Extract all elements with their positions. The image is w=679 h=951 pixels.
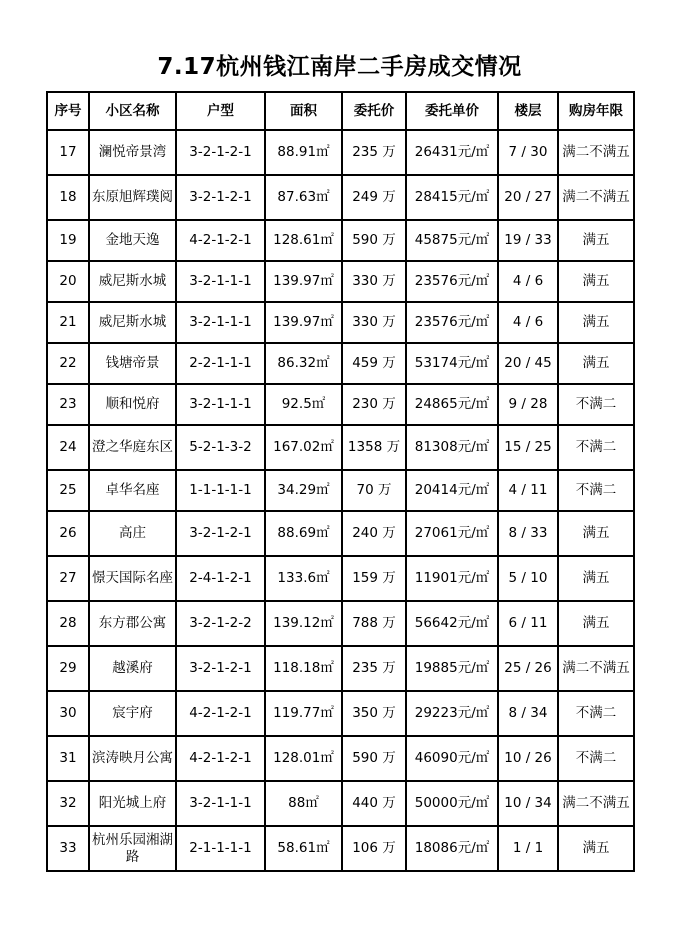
cell-price: 235 万 bbox=[342, 130, 406, 175]
table-row bbox=[47, 736, 634, 781]
cell-price: 240 万 bbox=[342, 511, 406, 556]
cell-index: 33 bbox=[47, 826, 89, 871]
header-layout: 户型 bbox=[176, 92, 265, 130]
cell-price: 159 万 bbox=[342, 556, 406, 601]
cell-price: 235 万 bbox=[342, 646, 406, 691]
cell-index: 30 bbox=[47, 691, 89, 736]
cell-layout: 3-2-1-2-1 bbox=[176, 175, 265, 220]
cell-area: 133.6㎡ bbox=[265, 556, 342, 601]
cell-layout: 3-2-1-2-2 bbox=[176, 601, 265, 646]
cell-area: 88.69㎡ bbox=[265, 511, 342, 556]
cell-index: 29 bbox=[47, 646, 89, 691]
cell-layout: 2-4-1-2-1 bbox=[176, 556, 265, 601]
cell-area: 139.97㎡ bbox=[265, 302, 342, 343]
cell-index: 24 bbox=[47, 425, 89, 470]
cell-community: 威尼斯水城 bbox=[89, 261, 176, 302]
header-row bbox=[47, 92, 634, 130]
cell-area: 58.61㎡ bbox=[265, 826, 342, 871]
cell-area: 167.02㎡ bbox=[265, 425, 342, 470]
cell-index: 20 bbox=[47, 261, 89, 302]
cell-floor: 4 / 6 bbox=[498, 261, 558, 302]
cell-community: 东方郡公寓 bbox=[89, 601, 176, 646]
cell-area: 88㎡ bbox=[265, 781, 342, 826]
cell-index: 17 bbox=[47, 130, 89, 175]
cell-layout: 1-1-1-1-1 bbox=[176, 470, 265, 511]
cell-ownership-years: 满二不满五 bbox=[558, 781, 634, 826]
table-row bbox=[47, 826, 634, 871]
cell-layout: 3-2-1-2-1 bbox=[176, 511, 265, 556]
cell-layout: 4-2-1-2-1 bbox=[176, 691, 265, 736]
cell-area: 34.29㎡ bbox=[265, 470, 342, 511]
cell-price: 440 万 bbox=[342, 781, 406, 826]
cell-community: 阳光城上府 bbox=[89, 781, 176, 826]
cell-unit-price: 23576元/㎡ bbox=[406, 261, 498, 302]
cell-area: 92.5㎡ bbox=[265, 384, 342, 425]
cell-price: 106 万 bbox=[342, 826, 406, 871]
cell-layout: 3-2-1-1-1 bbox=[176, 302, 265, 343]
cell-price: 459 万 bbox=[342, 343, 406, 384]
table-row bbox=[47, 343, 634, 384]
cell-layout: 3-2-1-1-1 bbox=[176, 261, 265, 302]
cell-area: 119.77㎡ bbox=[265, 691, 342, 736]
cell-community: 越溪府 bbox=[89, 646, 176, 691]
table-row bbox=[47, 556, 634, 601]
cell-ownership-years: 满五 bbox=[558, 220, 634, 261]
cell-unit-price: 27061元/㎡ bbox=[406, 511, 498, 556]
cell-ownership-years: 不满二 bbox=[558, 384, 634, 425]
cell-ownership-years: 不满二 bbox=[558, 691, 634, 736]
cell-ownership-years: 满二不满五 bbox=[558, 175, 634, 220]
table-row bbox=[47, 781, 634, 826]
cell-community: 顺和悦府 bbox=[89, 384, 176, 425]
cell-community: 东原旭辉璞阅 bbox=[89, 175, 176, 220]
cell-community: 威尼斯水城 bbox=[89, 302, 176, 343]
cell-index: 31 bbox=[47, 736, 89, 781]
cell-index: 21 bbox=[47, 302, 89, 343]
cell-community: 卓华名座 bbox=[89, 470, 176, 511]
table-row bbox=[47, 646, 634, 691]
header-unit-price: 委托单价 bbox=[406, 92, 498, 130]
cell-unit-price: 29223元/㎡ bbox=[406, 691, 498, 736]
cell-community: 高庄 bbox=[89, 511, 176, 556]
cell-community: 滨涛映月公寓 bbox=[89, 736, 176, 781]
cell-unit-price: 45875元/㎡ bbox=[406, 220, 498, 261]
cell-area: 88.91㎡ bbox=[265, 130, 342, 175]
cell-area: 128.61㎡ bbox=[265, 220, 342, 261]
cell-layout: 3-2-1-1-1 bbox=[176, 384, 265, 425]
header-floor: 楼层 bbox=[498, 92, 558, 130]
cell-ownership-years: 满五 bbox=[558, 511, 634, 556]
cell-unit-price: 11901元/㎡ bbox=[406, 556, 498, 601]
cell-ownership-years: 不满二 bbox=[558, 470, 634, 511]
cell-community: 金地天逸 bbox=[89, 220, 176, 261]
header-price: 委托价 bbox=[342, 92, 406, 130]
cell-floor: 6 / 11 bbox=[498, 601, 558, 646]
cell-price: 330 万 bbox=[342, 302, 406, 343]
cell-floor: 10 / 34 bbox=[498, 781, 558, 826]
cell-layout: 3-2-1-2-1 bbox=[176, 646, 265, 691]
table-row bbox=[47, 130, 634, 175]
cell-floor: 19 / 33 bbox=[498, 220, 558, 261]
cell-price: 590 万 bbox=[342, 220, 406, 261]
cell-floor: 8 / 34 bbox=[498, 691, 558, 736]
cell-price: 788 万 bbox=[342, 601, 406, 646]
cell-layout: 3-2-1-1-1 bbox=[176, 781, 265, 826]
cell-area: 118.18㎡ bbox=[265, 646, 342, 691]
cell-unit-price: 56642元/㎡ bbox=[406, 601, 498, 646]
table-row bbox=[47, 302, 634, 343]
table-row bbox=[47, 601, 634, 646]
cell-index: 23 bbox=[47, 384, 89, 425]
cell-price: 70 万 bbox=[342, 470, 406, 511]
cell-ownership-years: 满五 bbox=[558, 826, 634, 871]
cell-index: 19 bbox=[47, 220, 89, 261]
cell-price: 249 万 bbox=[342, 175, 406, 220]
cell-unit-price: 24865元/㎡ bbox=[406, 384, 498, 425]
cell-floor: 20 / 45 bbox=[498, 343, 558, 384]
cell-ownership-years: 不满二 bbox=[558, 736, 634, 781]
cell-index: 32 bbox=[47, 781, 89, 826]
cell-unit-price: 50000元/㎡ bbox=[406, 781, 498, 826]
cell-floor: 10 / 26 bbox=[498, 736, 558, 781]
table-row bbox=[47, 425, 634, 470]
table-row bbox=[47, 511, 634, 556]
cell-floor: 20 / 27 bbox=[498, 175, 558, 220]
table-row bbox=[47, 470, 634, 511]
cell-unit-price: 53174元/㎡ bbox=[406, 343, 498, 384]
header-area: 面积 bbox=[265, 92, 342, 130]
cell-ownership-years: 不满二 bbox=[558, 425, 634, 470]
table-row bbox=[47, 691, 634, 736]
cell-floor: 4 / 11 bbox=[498, 470, 558, 511]
cell-floor: 25 / 26 bbox=[498, 646, 558, 691]
cell-layout: 2-1-1-1-1 bbox=[176, 826, 265, 871]
cell-index: 28 bbox=[47, 601, 89, 646]
cell-community: 澄之华庭东区 bbox=[89, 425, 176, 470]
cell-index: 26 bbox=[47, 511, 89, 556]
cell-ownership-years: 满五 bbox=[558, 302, 634, 343]
cell-floor: 15 / 25 bbox=[498, 425, 558, 470]
cell-floor: 7 / 30 bbox=[498, 130, 558, 175]
cell-floor: 5 / 10 bbox=[498, 556, 558, 601]
cell-ownership-years: 满五 bbox=[558, 601, 634, 646]
cell-price: 350 万 bbox=[342, 691, 406, 736]
header-index: 序号 bbox=[47, 92, 89, 130]
page-title: 7.17杭州钱江南岸二手房成交情况 bbox=[157, 54, 522, 80]
cell-unit-price: 28415元/㎡ bbox=[406, 175, 498, 220]
cell-ownership-years: 满二不满五 bbox=[558, 646, 634, 691]
cell-layout: 5-2-1-3-2 bbox=[176, 425, 265, 470]
cell-unit-price: 81308元/㎡ bbox=[406, 425, 498, 470]
cell-floor: 9 / 28 bbox=[498, 384, 558, 425]
cell-price: 330 万 bbox=[342, 261, 406, 302]
cell-unit-price: 46090元/㎡ bbox=[406, 736, 498, 781]
cell-area: 128.01㎡ bbox=[265, 736, 342, 781]
cell-area: 139.97㎡ bbox=[265, 261, 342, 302]
cell-ownership-years: 满五 bbox=[558, 556, 634, 601]
cell-community: 宸宇府 bbox=[89, 691, 176, 736]
cell-index: 22 bbox=[47, 343, 89, 384]
header-community: 小区名称 bbox=[89, 92, 176, 130]
header-ownership-years: 购房年限 bbox=[558, 92, 634, 130]
cell-unit-price: 23576元/㎡ bbox=[406, 302, 498, 343]
cell-area: 87.63㎡ bbox=[265, 175, 342, 220]
cell-layout: 4-2-1-2-1 bbox=[176, 220, 265, 261]
cell-community: 憬天国际名座 bbox=[89, 556, 176, 601]
cell-community: 杭州乐园湘湖路 bbox=[89, 826, 176, 871]
cell-layout: 2-2-1-1-1 bbox=[176, 343, 265, 384]
cell-area: 86.32㎡ bbox=[265, 343, 342, 384]
cell-index: 18 bbox=[47, 175, 89, 220]
cell-price: 1358 万 bbox=[342, 425, 406, 470]
table-row bbox=[47, 384, 634, 425]
cell-floor: 1 / 1 bbox=[498, 826, 558, 871]
cell-area: 139.12㎡ bbox=[265, 601, 342, 646]
cell-price: 230 万 bbox=[342, 384, 406, 425]
cell-floor: 8 / 33 bbox=[498, 511, 558, 556]
table-row bbox=[47, 175, 634, 220]
cell-price: 590 万 bbox=[342, 736, 406, 781]
deal-table bbox=[46, 91, 635, 872]
cell-unit-price: 18086元/㎡ bbox=[406, 826, 498, 871]
cell-layout: 4-2-1-2-1 bbox=[176, 736, 265, 781]
cell-ownership-years: 满二不满五 bbox=[558, 130, 634, 175]
cell-layout: 3-2-1-2-1 bbox=[176, 130, 265, 175]
cell-unit-price: 19885元/㎡ bbox=[406, 646, 498, 691]
cell-ownership-years: 满五 bbox=[558, 343, 634, 384]
cell-ownership-years: 满五 bbox=[558, 261, 634, 302]
cell-community: 澜悦帝景湾 bbox=[89, 130, 176, 175]
cell-unit-price: 20414元/㎡ bbox=[406, 470, 498, 511]
table-row bbox=[47, 220, 634, 261]
cell-floor: 4 / 6 bbox=[498, 302, 558, 343]
cell-index: 25 bbox=[47, 470, 89, 511]
cell-community: 钱塘帝景 bbox=[89, 343, 176, 384]
cell-unit-price: 26431元/㎡ bbox=[406, 130, 498, 175]
cell-index: 27 bbox=[47, 556, 89, 601]
table-row bbox=[47, 261, 634, 302]
